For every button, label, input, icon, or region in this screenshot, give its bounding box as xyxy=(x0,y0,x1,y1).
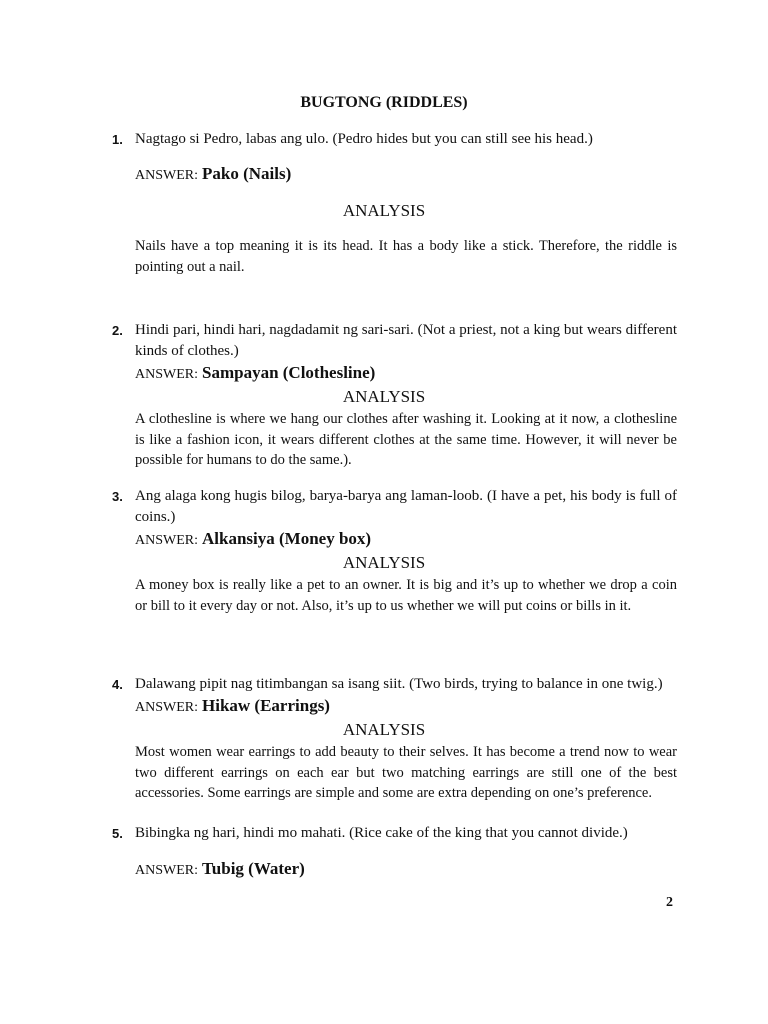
riddle-5-answer-value: Tubig (Water) xyxy=(202,859,305,878)
riddle-5-number: 5. xyxy=(112,826,123,841)
riddle-3-answer-value: Alkansiya (Money box) xyxy=(202,529,372,548)
riddle-4-number: 4. xyxy=(112,677,123,692)
riddle-4-analysis-text: Most women wear earrings to add beauty to their selves. It has become a trend now to wear two different earrings on each ear but two matching earrings are still one of the best accessories. Some earrings are simple and some are extra depending on one’s preference. xyxy=(135,744,677,801)
riddle-1-analysis-heading: ANALYSIS xyxy=(342,201,426,220)
answer-label: ANSWER: xyxy=(135,863,198,878)
riddle-2-number: 2. xyxy=(112,323,123,338)
riddle-1-answer-value: Pako (Nails) xyxy=(202,164,292,183)
riddle-3-analysis-text: A money box is really like a pet to an owner. It is big and it’s up to whether we drop a coin or bill to it every day or not. Also, it’s up to us whether we will put coins or bills in it. xyxy=(135,577,677,614)
riddle-4-analysis-heading: ANALYSIS xyxy=(342,720,426,739)
riddle-4-answer-value: Hikaw (Earrings) xyxy=(202,696,330,715)
answer-label: ANSWER: xyxy=(135,367,198,382)
riddle-4-answer xyxy=(135,696,330,716)
document-title: BUGTONG (RIDDLES) xyxy=(300,94,468,111)
riddle-1-analysis-text: Nails have a top meaning it is its head. It has a body like a stick. Therefore, the riddle is pointing out a nail. xyxy=(135,238,677,275)
riddle-2-analysis-heading: ANALYSIS xyxy=(342,387,426,406)
riddle-3-analysis-heading: ANALYSIS xyxy=(342,553,426,572)
riddle-2-answer-value: Sampayan (Clothesline) xyxy=(202,363,376,382)
riddle-3-answer xyxy=(135,529,371,549)
riddle-2-answer xyxy=(135,363,375,383)
riddle-5-question: Bibingka ng hari, hindi mo mahati. (Rice cake of the king that you cannot divide.) xyxy=(135,825,628,841)
riddle-1-answer xyxy=(135,164,291,184)
riddle-1-number: 1. xyxy=(112,132,123,147)
riddle-3-question: Ang alaga kong hugis bilog, barya-barya ang laman-loob. (I have a pet, his body is full of coins.) xyxy=(135,488,677,525)
riddle-2-analysis-text: A clothesline is where we hang our clothes after washing it. Looking at it now, a clothesline is like a fashion icon, it wears different clothes at the same time. However, it will never be possible for humans to do the same.). xyxy=(135,411,677,468)
page-number: 2 xyxy=(666,895,673,910)
riddle-5-answer xyxy=(135,859,305,879)
riddle-3-number: 3. xyxy=(112,489,123,504)
answer-label: ANSWER: xyxy=(135,533,198,548)
answer-label: ANSWER: xyxy=(135,168,198,183)
riddle-2-question: Hindi pari, hindi hari, nagdadamit ng sari-sari. (Not a priest, not a king but wears different kinds of clothes.) xyxy=(135,322,677,359)
answer-label: ANSWER: xyxy=(135,700,198,715)
riddle-4-question: Dalawang pipit nag titimbangan sa isang siit. (Two birds, trying to balance in one twig.) xyxy=(135,676,663,692)
riddle-1-question: Nagtago si Pedro, labas ang ulo. (Pedro hides but you can still see his head.) xyxy=(135,131,593,147)
